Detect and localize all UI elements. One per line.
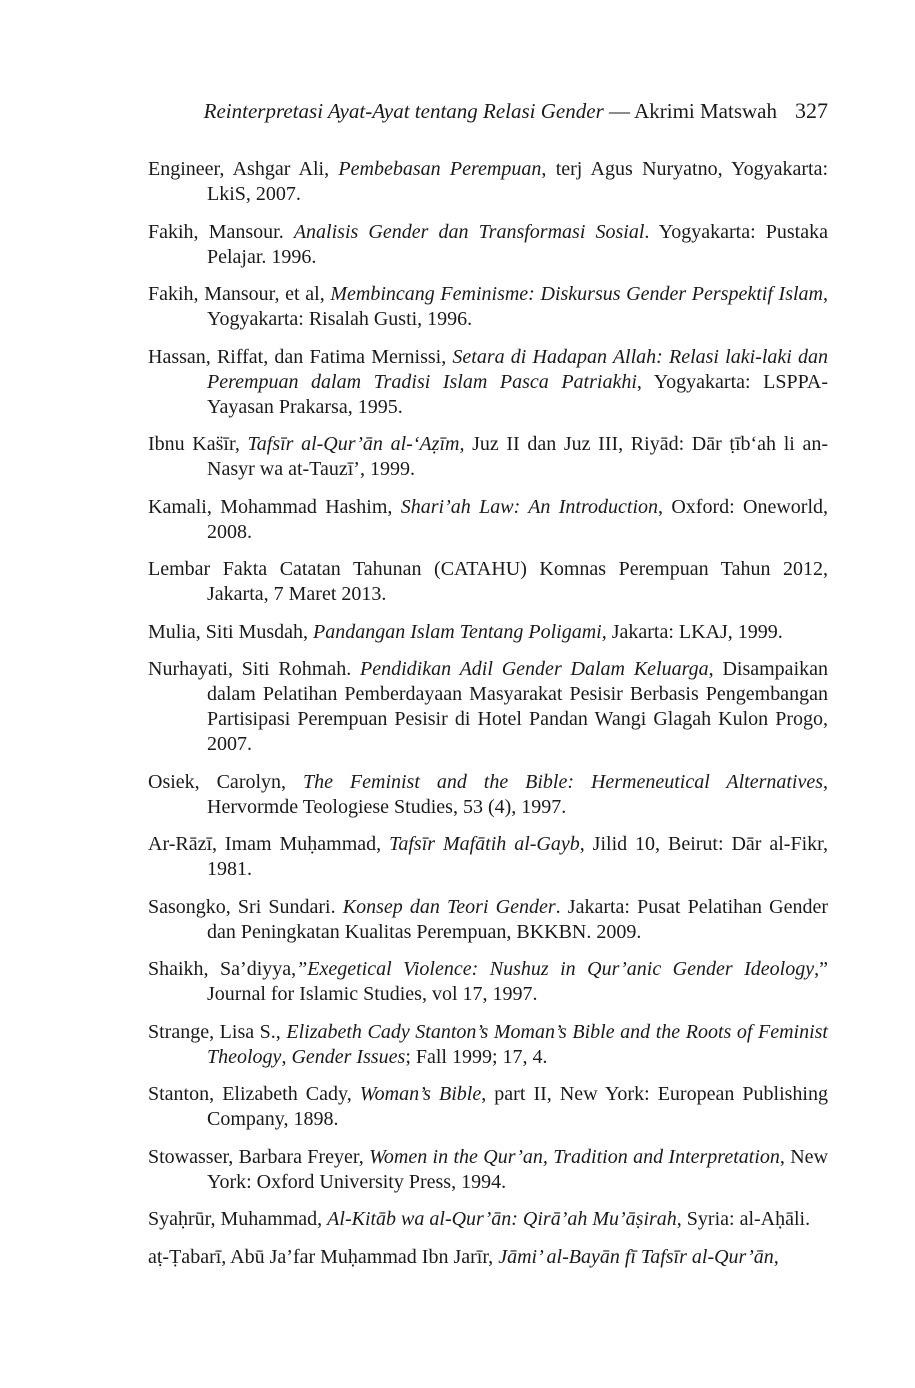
entry-publication: , Disampaikan dalam Pelatihan Pemberdayaan Masyarakat Pesisir Berbasis Pengembangan Partisipasi Perempuan Pesisir di Hotel Pandan Wangi Glagah Kulon Progo, 2007. — [207, 658, 828, 755]
bibliography-entry — [148, 157, 828, 207]
entry-title: Pandangan Islam Tentang Poligami, — [313, 620, 607, 643]
bibliography-entry — [148, 1020, 828, 1070]
entry-author: Osiek, Carolyn, — [148, 770, 303, 793]
entry-publication: , — [281, 1045, 292, 1068]
header-separator: — — [603, 99, 635, 123]
bibliography-entry — [148, 832, 828, 882]
bibliography-entry — [148, 657, 828, 757]
page-number: 327 — [795, 98, 828, 123]
entry-author: Engineer, Ashgar Ali, — [148, 158, 339, 180]
entry-author: Mulia, Siti Musdah, — [148, 620, 314, 643]
entry-journal: Gender Issues — [291, 1045, 406, 1068]
bibliography-entry — [148, 1082, 828, 1132]
entry-author: Shaikh, Sa’diyya, — [148, 958, 297, 980]
entry-publication: , terj Agus Nuryatno, Yogyakarta: LkiS, 2007. — [207, 158, 829, 205]
entry-author: Sasongko, Sri Sundari. — [148, 895, 343, 918]
entry-title: The Feminist and the Bible: Hermeneutical Alternatives — [302, 770, 823, 793]
running-title: Reinterpretasi Ayat-Ayat tentang Relasi Gender — [203, 99, 604, 123]
entry-author: Ibnu Kas̈īr, — [148, 433, 248, 455]
entry-publication: . Yogyakarta: Pustaka Pelajar. 1996. — [207, 220, 828, 268]
entry-title: Pembebasan Perempuan — [338, 158, 542, 180]
entry-publication: , New York: Oxford University Press, 1994. — [207, 1145, 829, 1193]
bibliography-entry — [148, 770, 828, 820]
entry-publication: , part II, New York: European Publishing Company, 1898. — [207, 1083, 828, 1130]
entry-publication: , Hervormde Teologiese Studies, 53 (4), 1997. — [207, 770, 828, 818]
entry-issue: ; Fall 1999; 17, 4. — [405, 1045, 548, 1068]
entry-title: Woman’s Bible — [359, 1083, 482, 1105]
entry-publication: , Oxford: Oneworld, 2008. — [207, 495, 828, 543]
entry-publication: , Syria: al-Aḥāli. — [676, 1208, 811, 1230]
bibliography-entry — [148, 1245, 828, 1270]
entry-author: Stanton, Elizabeth Cady, — [148, 1083, 360, 1105]
entry-author: Fakih, Mansour. — [148, 220, 294, 243]
entry-publication: , Jilid 10, Beirut: Dār al-Fikr, 1981. — [207, 833, 828, 880]
bibliography-entry — [148, 345, 828, 420]
bibliography-entry — [148, 282, 828, 332]
entry-title: Tafsīr al-Qur’ān al-‘Aẓīm, — [247, 433, 465, 455]
bibliography-entry — [148, 220, 828, 270]
entry-author: Strange, Lisa S., — [148, 1020, 287, 1043]
bibliography-list — [148, 157, 828, 1282]
entry-title: Women in the Qur’an, Tradition and Interpretation — [369, 1145, 780, 1168]
entry-title: Elizabeth Cady Stanton’s Moman’s Bible and the Roots of Feminist Theology — [207, 1020, 828, 1068]
entry-title: ”Exegetical Violence: Nushuz in Qur’anic Gender Ideology — [296, 958, 815, 980]
entry-author: Fakih, Mansour, et al, — [148, 283, 331, 305]
entry-title: Pendidikan Adil Gender Dalam Keluarga — [360, 658, 709, 680]
header-author: Akrimi Matswah — [634, 99, 777, 123]
entry-publication: , Yogyakarta: Risalah Gusti, 1996. — [207, 283, 828, 330]
bibliography-entry — [148, 957, 828, 1007]
entry-author: Kamali, Mohammad Hashim, — [148, 495, 401, 518]
bibliography-entry — [148, 432, 828, 482]
bibliography-entry — [148, 1145, 828, 1195]
entry-publication: . Jakarta: Pusat Pelatihan Gender dan Peningkatan Kualitas Perempuan, BKKBN. 2009. — [207, 895, 829, 943]
entry-author: Stowasser, Barbara Freyer, — [148, 1145, 370, 1168]
entry-author: Ar-Rāzī, Imam Muḥammad, — [148, 833, 390, 855]
bibliography-entry — [148, 620, 828, 645]
entry-author: Hassan, Riffat, dan Fatima Mernissi, — [148, 345, 453, 368]
entry-publication: Jakarta: LKAJ, 1999. — [606, 620, 783, 643]
entry-author: Syaḥrūr, Muhammad, — [148, 1208, 328, 1230]
entry-title: Membincang Feminisme: Diskursus Gender Perspektif Islam — [330, 283, 823, 305]
bibliography-entry — [148, 895, 828, 945]
running-header — [148, 96, 828, 126]
entry-title: Konsep dan Teori Gender — [342, 895, 556, 918]
entry-publication: ,” Journal for Islamic Studies, vol 17, 1997. — [207, 958, 828, 1005]
entry-title: Analisis Gender dan Transformasi Sosial — [293, 220, 645, 243]
entry-title: Shari’ah Law: An Introduction — [400, 495, 659, 518]
entry-title: Jāmi’ al-Bayān fī Tafsīr al-Qur’ān, — [498, 1245, 779, 1268]
entry-author: Nurhayati, Siti Rohmah. — [148, 658, 361, 680]
bibliography-entry — [148, 557, 828, 607]
entry-author: aṭ-Ṭabarī, Abū Ja’far Muḥammad Ibn Jarīr, — [148, 1245, 499, 1268]
entry-publication: , Yogyakarta: LSPPA-Yayasan Prakarsa, 1995. — [207, 370, 828, 418]
bibliography-entry — [148, 1207, 828, 1232]
entry-title: Tafsīr Mafātih al-Gayb — [389, 833, 580, 855]
entry-title: Setara di Hadapan Allah: Relasi laki-laki dan Perempuan dalam Tradisi Islam Pasca Patriakhi — [207, 345, 828, 393]
entry-title: Al-Kitāb wa al-Qur’ān: Qirā’ah Mu’āṣirah — [327, 1208, 677, 1230]
bibliography-entry — [148, 495, 828, 545]
entry-author: Lembar Fakta Catatan Tahunan (CATAHU) Komnas Perempuan Tahun 2012, Jakarta, 7 Maret 2013. — [148, 558, 828, 605]
entry-publication: Juz II dan Juz III, Riyād: Dār ṭīb‘ah li an-Nasyr wa at-Tauzī’, 1999. — [207, 433, 828, 480]
